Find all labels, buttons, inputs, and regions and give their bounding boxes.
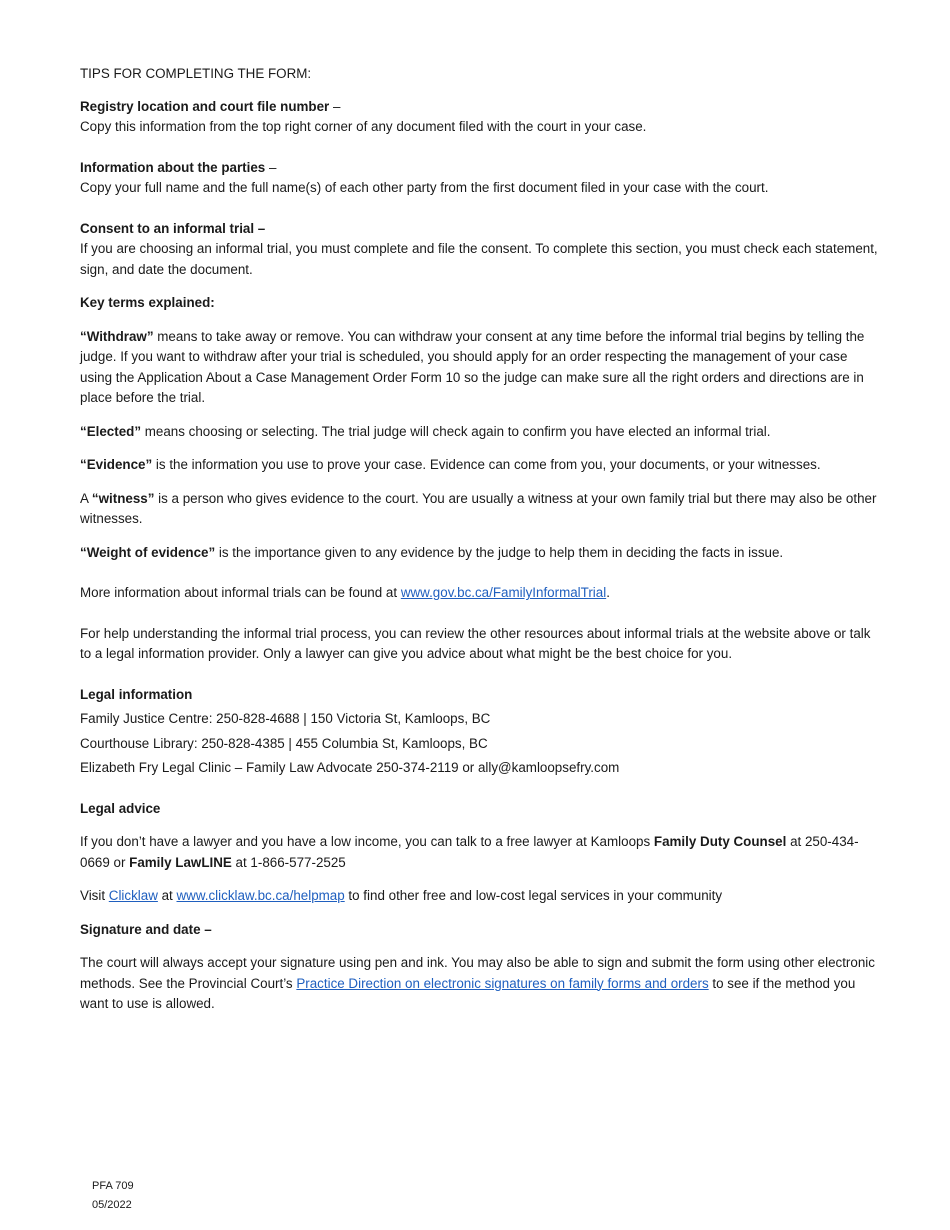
consent-text: If you are choosing an informal trial, you must complete and file the consent. To complete this section, you must check each statement, sign, and date the document.	[80, 241, 878, 277]
term-elected-text: means choosing or selecting. The trial judge will check again to confirm you have elected an informal trial.	[141, 423, 771, 439]
legal-advice-text-2: at 250-434-0669 or	[80, 834, 859, 870]
more-info-end: .	[606, 585, 610, 600]
form-number: PFA 709	[92, 1180, 134, 1192]
legal-advice-text-1: If you don’t have a lawyer and you have a low income, you can talk to a free lawyer at Kamloops	[80, 834, 654, 849]
term-witness-prefix: A	[80, 490, 92, 506]
parties-text: Copy your full name and the full name(s) of each other party from the first document filed in your case with the court.	[80, 180, 769, 195]
signature-text-2: to see if the method you want to use is allowed.	[80, 975, 856, 1011]
key-terms-heading: Key terms explained:	[80, 295, 215, 310]
term-evidence	[80, 455, 880, 476]
term-witness-text: is a person who gives evidence to the court. You are usually a witness at your own family trial but there may also be other witnesses.	[80, 490, 877, 526]
help-text: For help understanding the informal trial process, you can review the other resources about informal trials at the website above or talk to a legal information provider. Only a lawyer can give you advice about what might be the best choice for you.	[80, 625, 871, 661]
term-elected-label: “Elected”	[80, 423, 142, 439]
parties-heading-label: Information about the parties	[80, 159, 266, 175]
registry-heading-dash: –	[329, 98, 341, 114]
visit-prefix: Visit	[80, 888, 109, 903]
contact-courthouse-library: Courthouse Library: 250-828-4385 | 455 Columbia St, Kamloops, BC	[80, 735, 488, 751]
signature-text-1: The court will always accept your signature using pen and ink. You may also be able to sign and submit the form using other electronic methods. See the Provincial Court’s	[80, 955, 875, 991]
visit-clicklaw	[80, 886, 880, 907]
term-witness	[80, 489, 880, 530]
registry-heading	[80, 97, 880, 118]
family-informal-trial-link[interactable]: www.gov.bc.ca/FamilyInformalTrial	[400, 585, 607, 600]
legal-advice-text	[80, 832, 880, 873]
contact-elizabeth-fry: Elizabeth Fry Legal Clinic – Family Law Advocate 250-374-2119 or ally@kamloopsefry.com	[80, 760, 620, 775]
term-elected	[80, 422, 880, 443]
helpmap-link[interactable]: www.clicklaw.bc.ca/helpmap	[176, 888, 345, 903]
registry-heading-label: Registry location and court file number	[80, 98, 330, 114]
legal-info-heading: Legal information	[80, 686, 193, 702]
visit-at: at	[157, 888, 177, 903]
term-evidence-label: “Evidence”	[80, 457, 153, 472]
term-weight	[80, 543, 880, 564]
signature-text	[80, 953, 880, 1015]
family-duty-counsel: Family Duty Counsel	[653, 834, 787, 849]
term-withdraw-text: means to take away or remove. You can withdraw your consent at any time before the informal trial begins by telling the judge. If you want to withdraw after your trial is scheduled, you should apply for an order respecting the management of your case using the Application About a Case Management Order Form 10 so the judge can make sure all the right orders and directions are in place before the trial.	[80, 328, 865, 405]
parties-heading-dash: –	[265, 159, 277, 175]
signature-heading: Signature and date –	[80, 921, 212, 937]
registry-text: Copy this information from the top right corner of any document filed with the court in your case.	[80, 119, 647, 134]
contact-family-justice-centre: Family Justice Centre: 250-828-4688 | 150 Victoria St, Kamloops, BC	[80, 711, 491, 726]
form-footer	[92, 1177, 134, 1215]
term-weight-text: is the importance given to any evidence by the judge to help them in deciding the facts in issue.	[215, 544, 784, 560]
legal-advice-text-3: at 1-866-577-2525	[231, 854, 346, 870]
form-date: 05/2022	[92, 1199, 132, 1211]
consent-heading: Consent to an informal trial –	[80, 220, 266, 236]
legal-advice-heading: Legal advice	[80, 800, 161, 816]
practice-direction-link[interactable]: Practice Direction on electronic signatures on family forms and orders	[296, 975, 709, 991]
term-weight-label: “Weight of evidence”	[80, 544, 216, 560]
clicklaw-link[interactable]: Clicklaw	[108, 888, 158, 903]
term-witness-label: “witness”	[91, 490, 155, 506]
tips-page	[80, 64, 880, 1015]
term-withdraw-label: “Withdraw”	[80, 328, 154, 344]
family-lawline: Family LawLINE	[129, 854, 232, 870]
page-title: TIPS FOR COMPLETING THE FORM:	[80, 66, 312, 81]
parties-heading	[80, 158, 880, 179]
visit-end: to find other free and low-cost legal services in your community	[344, 888, 723, 903]
term-withdraw	[80, 327, 880, 409]
term-evidence-text: is the information you use to prove your case. Evidence can come from you, your documents, or your witnesses.	[152, 457, 821, 472]
more-info	[80, 583, 880, 604]
more-info-text: More information about informal trials can be found at	[80, 585, 401, 600]
